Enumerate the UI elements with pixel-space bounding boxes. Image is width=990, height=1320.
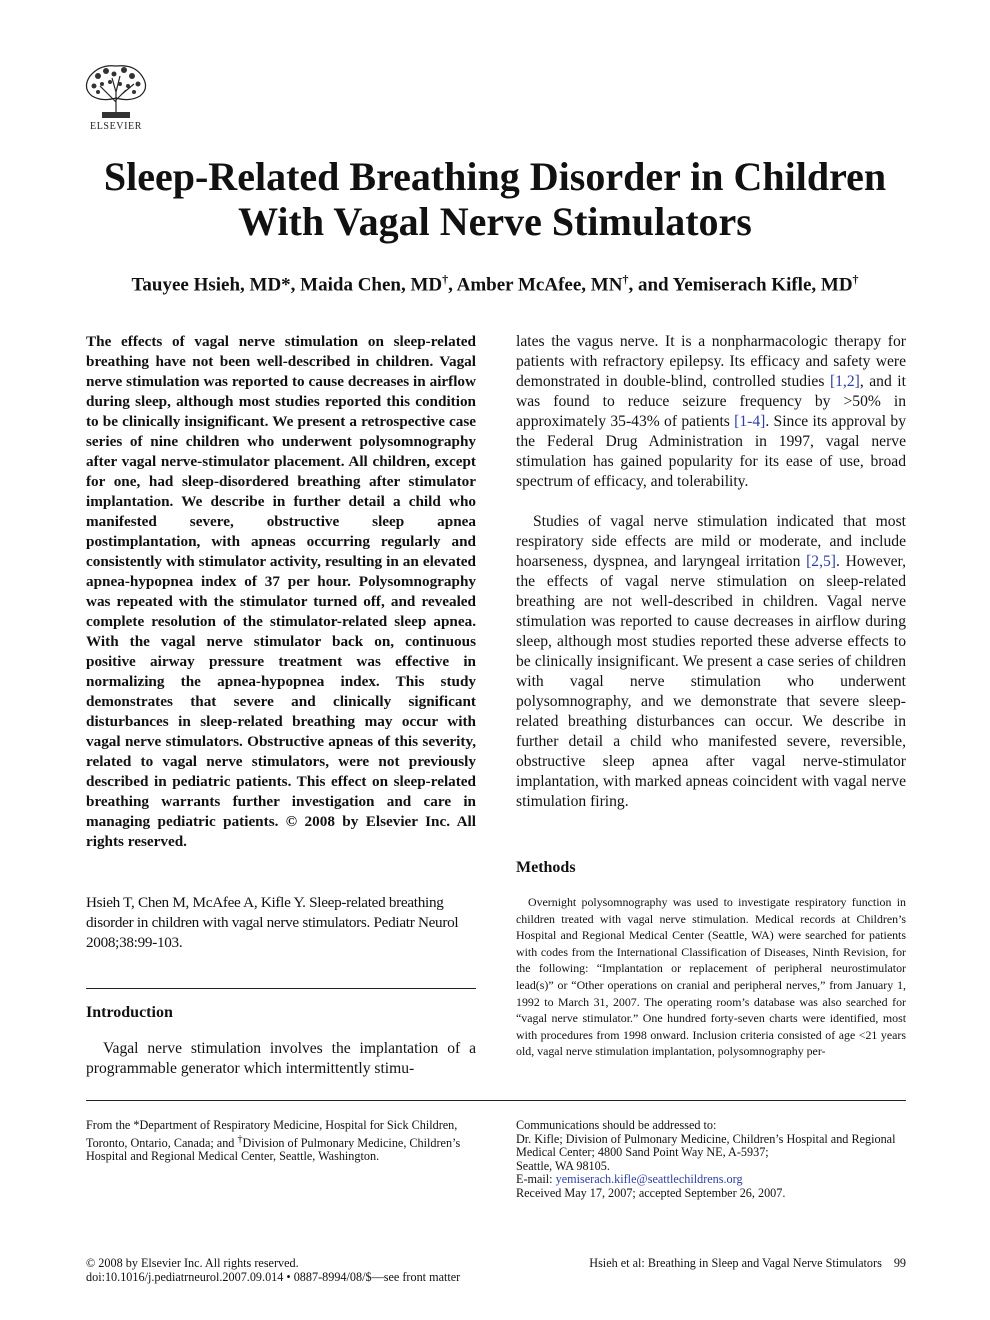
correspondence-footnote <box>516 1119 906 1200</box>
footer-copyright: © 2008 by Elsevier Inc. All rights reserved. <box>86 1256 299 1270</box>
abstract-copyright: © 2008 by Elsevier Inc. All rights reserved. <box>86 813 476 850</box>
page-footer-left <box>86 1256 526 1284</box>
author-separator: , <box>290 274 301 296</box>
abstract-text: The effects of vagal nerve stimulation on sleep-related breathing have not been well-described in children. Vagal nerve stimulation was reported to cause decreases in airflow during sleep, although most studies reported this condition to be clinically insignificant. We present a retrospective case series of nine children who underwent polysomnography after vagal nerve-stimulator placement. All children, except for one, had sleep-disordered breathing after stimulator implantation. We describe in further detail a child who manifested severe, obstructive sleep apnea postimplantation, with apneas occurring regularly and consistently with stimulator activity, resulting in an elevated apnea-hypopnea index of 37 per hour. Polysomnography was repeated with the stimulator turned off, and revealed complete resolution of the stimulator-related sleep apnea. With the vagal nerve stimulator back on, continuous positive airway pressure treatment was effective in normalizing the apnea-hypopnea index. This study demonstrates that severe and clinically significant disturbances in sleep-related breathing may occur with vagal nerve stimulators. Obstructive apneas of this severity, related to vagal nerve stimulators, were not previously described in pediatric patients. This effect on sleep-related breathing warrants further investigation and care in managing pediatric patients. <box>86 333 476 830</box>
introduction-paragraph-start: Vagal nerve stimulation involves the implantation of a programmable generator which intermittently stimu- <box>86 1040 476 1077</box>
email-link[interactable]: yemiserach.kifle@seattlechildrens.org <box>555 1172 743 1186</box>
correspondence-email <box>516 1173 906 1187</box>
methods-paragraph: Overnight polysomnography was used to investigate respiratory function in children treated with vagal nerve stimulation. Medical records at Children’s Hospital and Regional Medical Center (Seattle, WA) were searched for patients with codes from the International Classification of Diseases, Ninth Revision, for the following: “Implantation or replacement of peripheral neurostimulator lead(s)” or “Other operations on cranial and peripheral nerves,” from January 1, 1992 to March 31, 2007. The operating room’s database was also searched for “vagal nerve stimulator.” One hundred forty-seven charts were identified, most with procedures from 1998 onward. Inclusion criteria consisted of age <21 years old, vagal nerve stimulation implantation, polysomnography per- <box>516 895 906 1059</box>
introduction-heading: Introduction <box>86 1004 173 1021</box>
author-list <box>60 266 930 298</box>
footnote-divider <box>86 1100 906 1101</box>
footnote-text: Division of Pulmonary Medicine, Children’s Hospital and Regional Medical Center, Seattle, Washington. <box>86 1135 461 1164</box>
footnote-text: From the *Department of Respiratory Medicine, Hospital for Sick Children, Toronto, Ontario, Canada; and <box>86 1118 458 1150</box>
page-footer-right <box>520 1256 906 1270</box>
introduction-paragraph-continued <box>516 332 906 492</box>
affiliation-mark: † <box>622 272 629 286</box>
reference-link[interactable]: [2,5] <box>806 553 836 570</box>
reference-link[interactable]: [1-4] <box>734 413 766 430</box>
introduction-paragraph-2 <box>516 512 906 812</box>
title-line-1: Sleep-Related Breathing Disorder in Children <box>103 154 887 199</box>
affiliation-mark: † <box>237 1133 243 1145</box>
paragraph-text: . Since its approval by the Federal Drug Administration in 1997, vagal nerve stimulation has gained popularity for its ease of use, broad spectrum of efficacy, and tolerability. <box>516 413 906 490</box>
article-title <box>60 154 930 244</box>
affiliation-mark: † <box>442 272 449 286</box>
received-dates: Received May 17, 2007; accepted September 26, 2007. <box>516 1185 786 1200</box>
elsevier-tree-icon <box>80 62 152 120</box>
running-head: Hsieh et al: Breathing in Sleep and Vagal Nerve Stimulators <box>589 1256 882 1270</box>
publisher-logo <box>80 62 152 134</box>
title-line-2: With Vagal Nerve Stimulators <box>238 199 752 244</box>
affiliations-footnote <box>86 1119 466 1164</box>
abstract <box>86 332 476 852</box>
correspondence-heading: Communications should be addressed to: <box>516 1118 717 1132</box>
paragraph-text: , and it was found to reduce seizure frequency by >50% in approximately 35-43% of patients <box>516 373 906 430</box>
correspondence-city: Seattle, WA 98105. <box>516 1158 610 1173</box>
author-name: Yemiserach Kifle, MD <box>672 274 853 296</box>
author-separator: , and <box>628 274 673 296</box>
author-name: Amber McAfee, MN <box>456 274 623 296</box>
paragraph-text: Studies of vagal nerve stimulation indicated that most respiratory side effects are mild or moderate, and include hoarseness, dyspnea, and laryngeal irritation <box>516 513 906 570</box>
methods-heading: Methods <box>516 859 576 876</box>
correspondence-address: Dr. Kifle; Division of Pulmonary Medicine, Children’s Hospital and Regional Medical Center; 4800 Sand Point Way NE, A-5937; <box>516 1131 896 1159</box>
citation: Hsieh T, Chen M, McAfee A, Kifle Y. Sleep-related breathing disorder in children with vagal nerve stimulators. Pediatr Neurol 2008;38:99-103. <box>86 894 459 951</box>
reference-link[interactable]: [1,2] <box>829 373 860 390</box>
author-name: Maida Chen, MD <box>300 274 443 296</box>
paragraph-text: lates the vagus nerve. It is a nonpharmacologic therapy for patients with refractory epilepsy. Its efficacy and safety were demonstrated in double-blind, controlled studies <box>516 333 906 390</box>
footer-doi: doi:10.1016/j.pediatrneurol.2007.09.014 • 0887-8994/08/$—see front matter <box>86 1270 461 1284</box>
section-divider <box>86 988 476 989</box>
email-label: E-mail: <box>516 1172 556 1186</box>
paragraph-text: . However, the effects of vagal nerve stimulation on sleep-related breathing are not well-described in children. Vagal nerve stimulation was reported to cause decreases in airflow during sleep, although most studies reported these adverse effects to be clinically insignificant. We present a case series of children with vagal nerve stimulation who underwent polysomnography, and we demonstrate that severe sleep-related breathing disturbances can occur. We describe in further detail a child who manifested severe, reversible, obstructive sleep apnea after vagal nerve-stimulator implantation, with marked apneas coincident with vagal nerve stimulation firing. <box>516 553 906 810</box>
page-number: 99 <box>893 1256 906 1270</box>
author-name: Tauyee Hsieh, MD* <box>131 274 291 296</box>
author-separator: , <box>448 274 457 296</box>
publisher-name: ELSEVIER <box>89 121 143 132</box>
affiliation-mark: † <box>852 272 859 286</box>
